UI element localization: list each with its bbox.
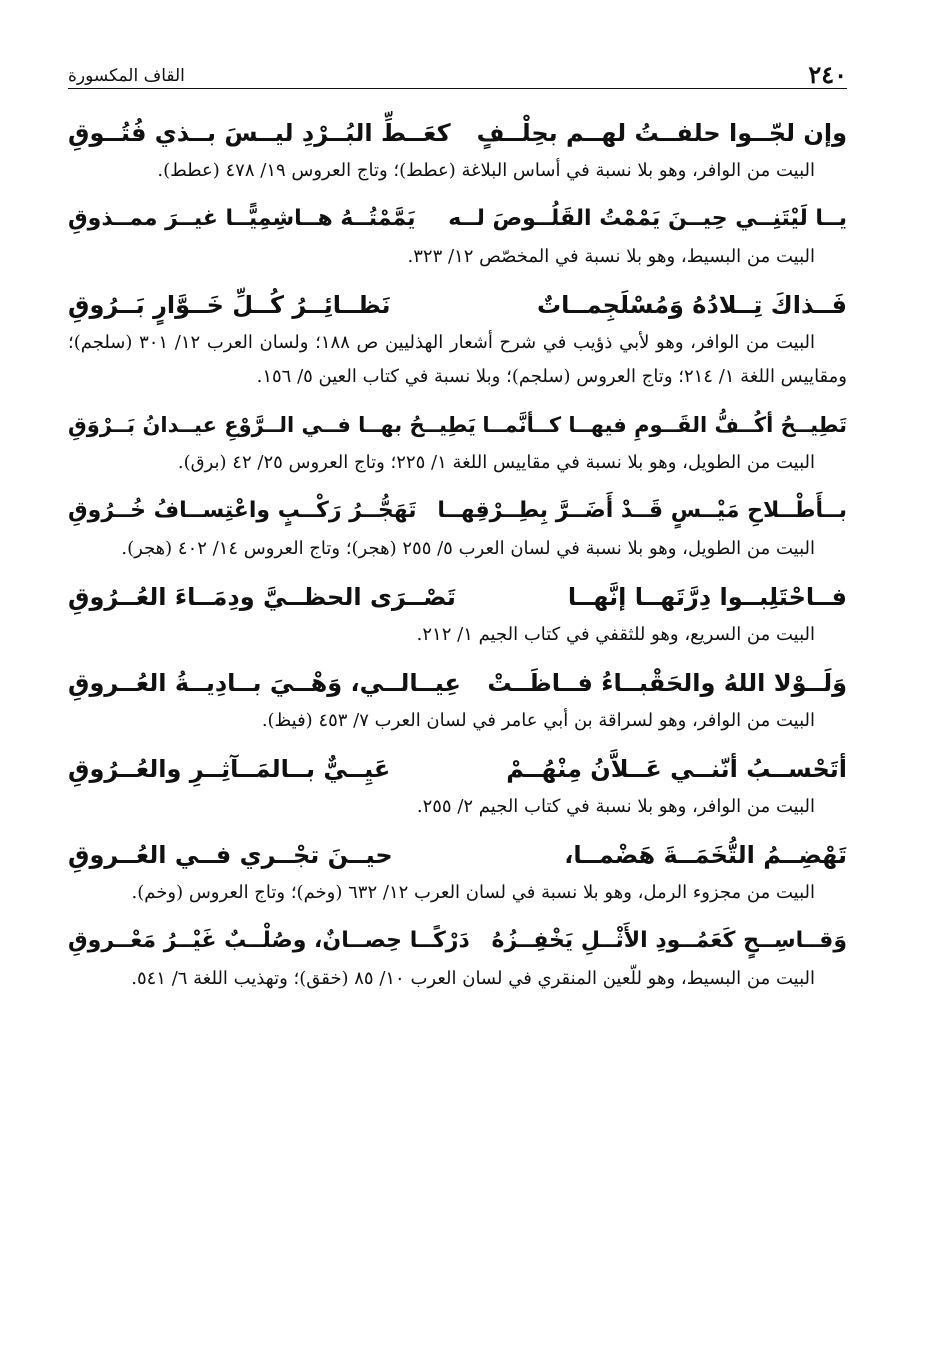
source-note: البيت من الوافر، وهو لأبي ذؤيب في شرح أشعار الهذليين ص ١٨٨؛ ولسان العرب ١٢/ ٣٠١ (سلجم)؛ ومقاييس اللغة ١/ ٢١٤؛ وتاج العروس (سلجم)؛ وبلا نسبة في كتاب العين ٥/ ١٥٦. xyxy=(68,332,847,387)
first-hemistich: فــاحْتَلِبــوا دِرَّتَهــا إنَّهــا xyxy=(567,583,847,611)
first-hemistich: وَلَــوْلا اللهُ والحَقْبــاءُ فــاظَــتْ xyxy=(487,669,847,697)
source-note: البيت من الوافر، وهو بلا نسبة في أساس البلاغة (عطط)؛ وتاج العروس ١٩/ ٤٧٨ (عطط). xyxy=(157,160,815,181)
source-note: البيت من السريع، وهو للثقفي في كتاب الجيم ١/ ٢١٢. xyxy=(416,624,815,645)
verse-line xyxy=(68,576,847,618)
verse-entry xyxy=(68,198,847,274)
source-note: البيت من مجزوء الرمل، وهو بلا نسبة في لسان العرب ١٢/ ٦٣٢ (وخم)؛ وتاج العروس (وخم). xyxy=(131,882,815,903)
verse-entry xyxy=(68,920,847,996)
first-hemistich: وإن لجّــوا حلفــتُ لهــم بحِلْــفٍ xyxy=(476,119,847,147)
verse-entry xyxy=(68,404,847,480)
second-hemistich: دَرْكًــا حِصــانٌ، وصُلْــبٌ غَيْــرُ مَعْــروقِ xyxy=(68,928,470,953)
first-hemistich: وَقــاسِــحٍ كَعَمُــودِ الأَثْــلِ يَخْفِــزُهُ xyxy=(491,928,847,953)
source-note: البيت من الطويل، وهو بلا نسبة في مقاييس اللغة ١/ ٢٢٥؛ وتاج العروس ٢٥/ ٤٢ (برق). xyxy=(177,452,815,473)
page-number: ٢٤٠ xyxy=(808,60,847,89)
source-note: البيت من الوافر، وهو لسراقة بن أبي عامر في لسان العرب ٧/ ٤٥٣ (فيظ). xyxy=(261,710,815,731)
first-hemistich: تَهْضِــمُ التُّخَمَــةَ هَضْمــا، xyxy=(564,841,847,869)
verse-line xyxy=(68,404,847,446)
source-note: البيت من الطويل، وهو بلا نسبة في لسان العرب ٥/ ٢٥٥ (هجر)؛ وتاج العروس ١٤/ ٤٠٢ (هجر). xyxy=(121,538,815,559)
second-hemistich: كعَــطِّ البُــرْدِ ليــسَ بــذي فُتُــوقِ xyxy=(68,119,451,147)
first-hemistich: بــأَطْــلاحِ مَيْــسٍ قَــدْ أَضَــرَّ بِطِــرْقِهــا xyxy=(437,498,847,523)
second-hemistich: تَصْــرَى الحظــيَّ ودِمَــاءَ العُــرُوقِ xyxy=(68,583,456,611)
header-rule xyxy=(68,88,847,89)
running-title: القاف المكسورة xyxy=(68,66,185,86)
second-hemistich: يَطِيــحُ بهــا فــي الــرَّوْعِ عيــدانُ بَــرْوَقِ xyxy=(68,413,476,437)
source-note: البيت من البسيط، وهو للّعين المنقري في لسان العرب ١٠/ ٨٥ (خقق)؛ وتهذيب اللغة ٦/ ٥٤١. xyxy=(131,968,815,989)
verse-line xyxy=(68,662,847,704)
second-hemistich: نَظــائِــرُ كُــلِّ خَــوَّارٍ بَــرُوقِ xyxy=(68,291,391,319)
verse-line xyxy=(68,834,847,876)
first-hemistich: أتَحْســبُ أنّنــي عَــلاَّنُ مِنْهُــمْ xyxy=(506,755,847,783)
first-hemistich: يــا لَيْتَنِــي حِيــنَ يَمْمْتُ القَلُــوصَ لــه xyxy=(448,206,847,231)
verse-entry xyxy=(68,112,847,188)
second-hemistich: يَمَّمْتُــهُ هــاشِمِيًّــا غيــرَ ممــذوقِ xyxy=(68,206,416,231)
verse-line xyxy=(68,198,847,240)
verse-entry xyxy=(68,490,847,566)
second-hemistich: حيــنَ تجْــري فــي العُــروقِ xyxy=(68,841,393,869)
verse-entry xyxy=(68,748,847,824)
verse-line xyxy=(68,748,847,790)
verse-line xyxy=(68,112,847,154)
second-hemistich: عِيــالــي، وَهْــيَ بــادِيــةُ العُــروقِ xyxy=(68,669,461,697)
first-hemistich: تَطِيــحُ أكُــفُّ القَــومِ فيهــا كــأنَّمــا xyxy=(482,413,847,437)
source-note: البيت من الوافر، وهو بلا نسبة في كتاب الجيم ٢/ ٢٥٥. xyxy=(416,796,815,817)
page-content xyxy=(68,112,847,1006)
verse-entry xyxy=(68,662,847,738)
source-note: البيت من البسيط، وهو بلا نسبة في المخصّص ١٢/ ٣٢٣. xyxy=(407,246,815,267)
verse-line xyxy=(68,920,847,962)
second-hemistich: تَهَجُّــرُ رَكْــبٍ واعْتِســافُ خُــرُوقِ xyxy=(68,498,417,523)
second-hemistich: عَيِــيٌّ بــالمَــآثِــرِ والعُــرُوقِ xyxy=(68,755,391,783)
verse-line xyxy=(68,490,847,532)
first-hemistich: فَــذاكَ تِــلادُهُ وَمُسْلَجِمــاتٌ xyxy=(537,291,847,319)
verse-entry xyxy=(68,834,847,910)
verse-entry xyxy=(68,576,847,652)
verse-entry xyxy=(68,284,847,394)
verse-line xyxy=(68,284,847,326)
